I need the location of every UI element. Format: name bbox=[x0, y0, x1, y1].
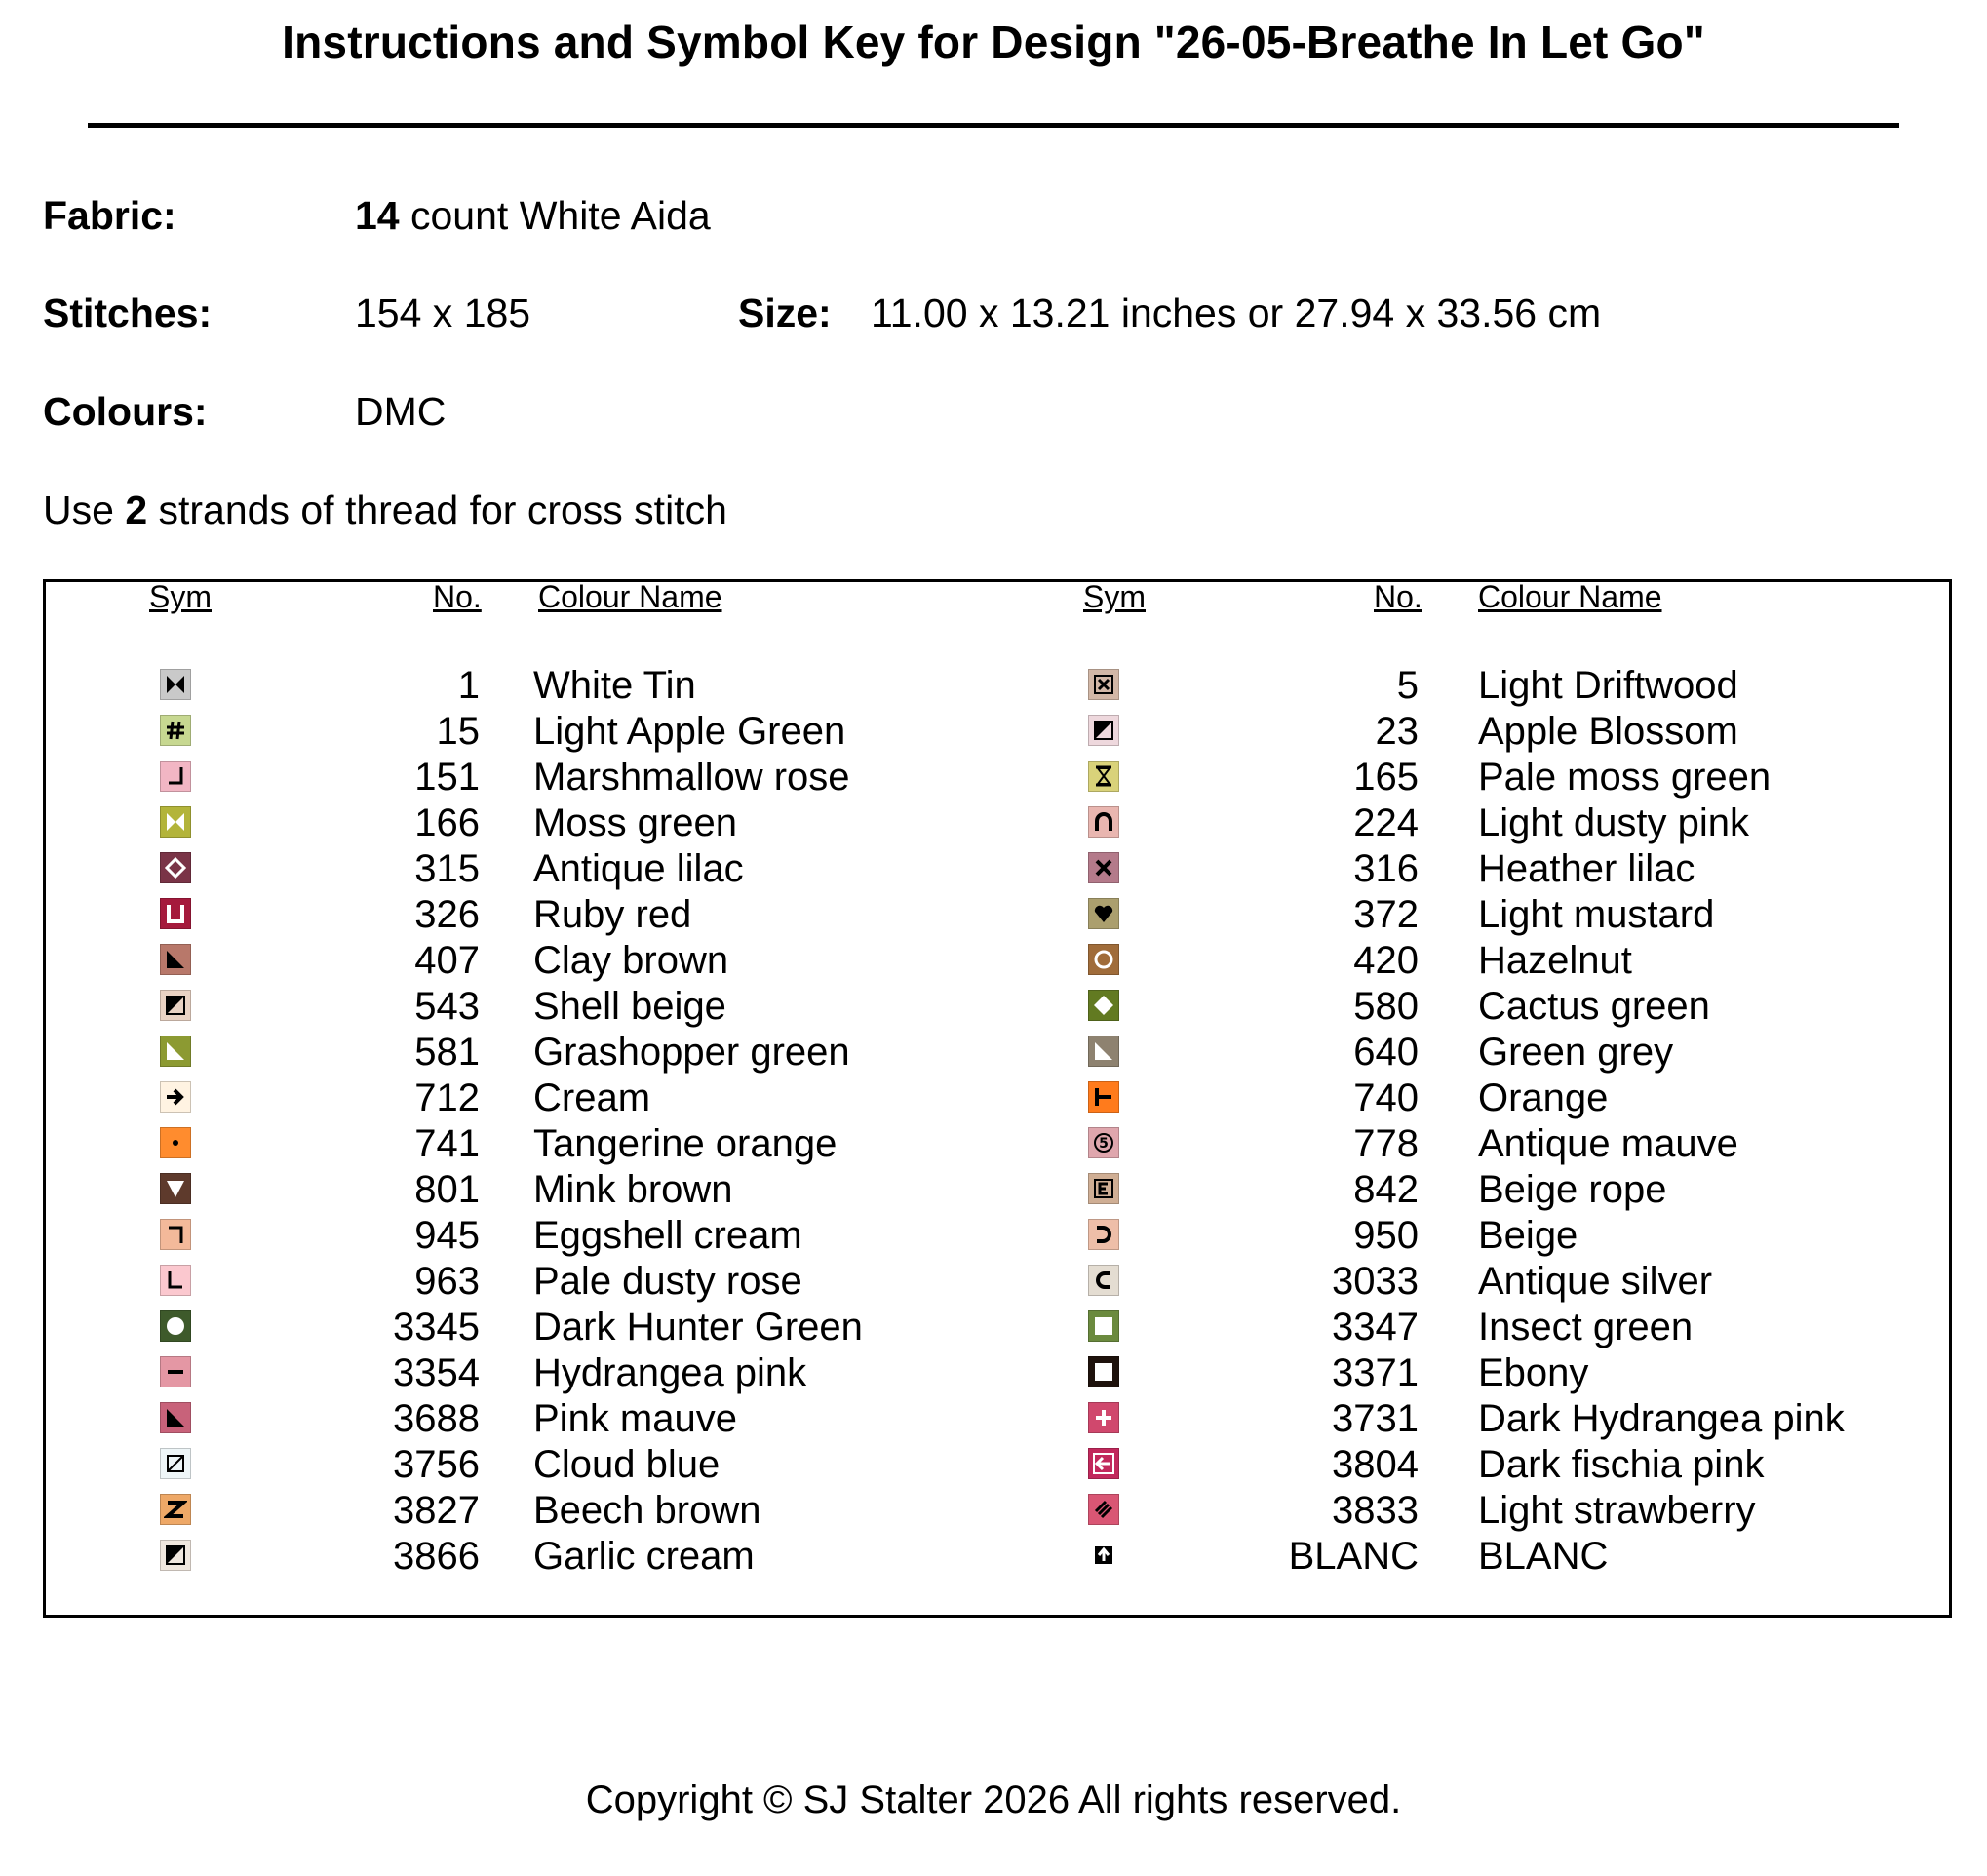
heart-icon bbox=[1088, 898, 1119, 929]
thread-number: 3347 bbox=[1332, 1306, 1419, 1348]
right-sym-header: Sym bbox=[1083, 579, 1146, 614]
key-row bbox=[0, 938, 1987, 983]
right-colour-name-header: Colour Name bbox=[1478, 579, 1662, 614]
thread-number: 3371 bbox=[1332, 1351, 1419, 1394]
key-row bbox=[0, 1030, 1987, 1075]
thread-number: 166 bbox=[414, 801, 480, 844]
colour-name: Ruby red bbox=[533, 893, 692, 936]
thread-number: 581 bbox=[414, 1031, 480, 1074]
half-square-icon bbox=[1088, 715, 1119, 746]
l-box-icon bbox=[1088, 1310, 1119, 1342]
key-row bbox=[0, 1259, 1987, 1304]
colour-name: Pale moss green bbox=[1478, 756, 1772, 799]
key-row bbox=[0, 709, 1987, 754]
thread-number: 945 bbox=[414, 1214, 480, 1257]
key-row bbox=[0, 892, 1987, 937]
thread-number: 23 bbox=[1375, 710, 1419, 753]
thread-number: 801 bbox=[414, 1168, 480, 1211]
colour-name: Light strawberry bbox=[1478, 1489, 1756, 1532]
colour-name: Antique mauve bbox=[1478, 1122, 1738, 1165]
colour-name: Hydrangea pink bbox=[533, 1351, 807, 1394]
thread-number: 224 bbox=[1353, 801, 1419, 844]
right-no-header: No. bbox=[1374, 579, 1422, 614]
key-row bbox=[0, 1213, 1987, 1258]
colour-name: Insect green bbox=[1478, 1306, 1694, 1348]
stitches-label: Stitches: bbox=[43, 291, 213, 335]
thread-number: 3345 bbox=[393, 1306, 480, 1348]
fabric-count: 14 bbox=[355, 193, 400, 238]
thread-number: 842 bbox=[1353, 1168, 1419, 1211]
key-row bbox=[0, 755, 1987, 800]
colour-name: Heather lilac bbox=[1478, 847, 1695, 890]
colour-name: Moss green bbox=[533, 801, 737, 844]
colour-name: Tangerine orange bbox=[533, 1122, 838, 1165]
square-outline-icon bbox=[1088, 1356, 1119, 1387]
colour-name: Shell beige bbox=[533, 985, 726, 1028]
colour-name: Marshmallow rose bbox=[533, 756, 850, 799]
thread-number: BLANC bbox=[1288, 1535, 1419, 1578]
stitches-value: 154 x 185 bbox=[355, 291, 531, 335]
thread-number: 543 bbox=[414, 985, 480, 1028]
colour-name: Light mustard bbox=[1478, 893, 1715, 936]
thread-number: 580 bbox=[1353, 985, 1419, 1028]
colour-name: Cream bbox=[533, 1076, 651, 1119]
arc-right-icon bbox=[1088, 1219, 1119, 1250]
key-row bbox=[0, 1534, 1987, 1579]
thread-number: 3033 bbox=[1332, 1260, 1419, 1303]
strands-count: 2 bbox=[125, 488, 148, 532]
colours-label: Colours: bbox=[43, 389, 208, 434]
fabric-description: count White Aida bbox=[399, 193, 711, 238]
left-sym-header: Sym bbox=[149, 579, 212, 614]
thread-number: 1 bbox=[457, 664, 480, 707]
hourglass-icon bbox=[1088, 761, 1119, 792]
thread-number: 315 bbox=[414, 847, 480, 890]
fabric-label: Fabric: bbox=[43, 193, 176, 238]
colour-name: Eggshell cream bbox=[533, 1214, 802, 1257]
arrow-up-icon bbox=[1088, 1540, 1119, 1571]
colour-name: Green grey bbox=[1478, 1031, 1674, 1074]
colour-name: Light Apple Green bbox=[533, 710, 846, 753]
colour-name: White Tin bbox=[533, 664, 696, 707]
colour-name: Light dusty pink bbox=[1478, 801, 1749, 844]
thread-number: 3354 bbox=[393, 1351, 480, 1394]
circle-outline-icon bbox=[1088, 944, 1119, 975]
arrow-left-icon bbox=[1088, 1448, 1119, 1479]
thread-number: 712 bbox=[414, 1076, 480, 1119]
strands-instruction bbox=[43, 488, 727, 533]
thread-number: 3688 bbox=[393, 1397, 480, 1440]
key-row bbox=[0, 1488, 1987, 1533]
colour-name: Antique silver bbox=[1478, 1260, 1713, 1303]
key-row bbox=[0, 984, 1987, 1029]
thread-number: 165 bbox=[1353, 756, 1419, 799]
colour-name: Apple Blossom bbox=[1478, 710, 1738, 753]
fabric-value bbox=[355, 193, 711, 239]
colour-name: Orange bbox=[1478, 1076, 1609, 1119]
key-row bbox=[0, 1167, 1987, 1212]
thread-number: 3756 bbox=[393, 1443, 480, 1486]
colour-name: Clay brown bbox=[533, 939, 729, 982]
colour-name: Beige bbox=[1478, 1214, 1578, 1257]
colour-name: Beige rope bbox=[1478, 1168, 1667, 1211]
thread-number: 741 bbox=[414, 1122, 480, 1165]
strands-suffix: strands of thread for cross stitch bbox=[147, 488, 727, 532]
colour-name: Garlic cream bbox=[533, 1535, 755, 1578]
colour-name: Dark Hydrangea pink bbox=[1478, 1397, 1845, 1440]
key-row bbox=[0, 1442, 1987, 1487]
colour-name: BLANC bbox=[1478, 1535, 1609, 1578]
key-row bbox=[0, 1121, 1987, 1166]
colour-name: Mink brown bbox=[533, 1168, 733, 1211]
t-left-icon bbox=[1088, 1081, 1119, 1113]
thread-number: 3833 bbox=[1332, 1489, 1419, 1532]
colour-name: Cloud blue bbox=[533, 1443, 721, 1486]
thread-number: 950 bbox=[1353, 1214, 1419, 1257]
key-row bbox=[0, 1075, 1987, 1120]
left-no-header: No. bbox=[433, 579, 482, 614]
key-row bbox=[0, 801, 1987, 845]
e-box-icon bbox=[1088, 1173, 1119, 1204]
svg-text:5: 5 bbox=[1099, 1136, 1109, 1152]
thread-number: 778 bbox=[1353, 1122, 1419, 1165]
thread-number: 326 bbox=[414, 893, 480, 936]
colour-name: Cactus green bbox=[1478, 985, 1710, 1028]
colour-name: Ebony bbox=[1478, 1351, 1589, 1394]
left-colour-name-header: Colour Name bbox=[538, 579, 722, 614]
colour-name: Antique lilac bbox=[533, 847, 744, 890]
thread-number: 963 bbox=[414, 1260, 480, 1303]
diamond-filled-icon bbox=[1088, 990, 1119, 1021]
stripes-icon bbox=[1088, 1494, 1119, 1525]
copyright-notice: Copyright © SJ Stalter 2026 All rights reserved. bbox=[585, 1778, 1402, 1821]
size-label: Size: bbox=[738, 291, 832, 335]
thread-number: 3827 bbox=[393, 1489, 480, 1532]
thread-number: 3866 bbox=[393, 1535, 480, 1578]
thread-number: 420 bbox=[1353, 939, 1419, 982]
thread-number: 3804 bbox=[1332, 1443, 1419, 1486]
colours-value: DMC bbox=[355, 389, 447, 434]
strands-prefix: Use bbox=[43, 488, 126, 532]
circled-five-icon bbox=[1088, 1127, 1119, 1158]
colour-name: Beech brown bbox=[533, 1489, 761, 1532]
key-row bbox=[0, 663, 1987, 708]
colour-name: Dark fischia pink bbox=[1478, 1443, 1765, 1486]
page-title: Instructions and Symbol Key for Design "26-05-Breathe In Let Go" bbox=[282, 17, 1705, 67]
key-row bbox=[0, 1350, 1987, 1395]
thread-number: 5 bbox=[1396, 664, 1419, 707]
colour-name: Hazelnut bbox=[1478, 939, 1632, 982]
colour-name: Dark Hunter Green bbox=[533, 1306, 863, 1348]
thread-number: 640 bbox=[1353, 1031, 1419, 1074]
key-row bbox=[0, 1305, 1987, 1349]
thread-number: 151 bbox=[414, 756, 480, 799]
ramp-triangle-icon bbox=[1088, 1036, 1119, 1067]
title-divider bbox=[88, 123, 1899, 128]
colour-name: Light Driftwood bbox=[1478, 664, 1738, 707]
arch-icon bbox=[1088, 806, 1119, 838]
thread-number: 407 bbox=[414, 939, 480, 982]
colour-name: Pale dusty rose bbox=[533, 1260, 802, 1303]
x-box-icon bbox=[1088, 669, 1119, 700]
arc-left-icon bbox=[1088, 1265, 1119, 1296]
x-mark-icon bbox=[1088, 852, 1119, 883]
key-row bbox=[0, 846, 1987, 891]
thread-number: 15 bbox=[436, 710, 480, 753]
thread-number: 3731 bbox=[1332, 1397, 1419, 1440]
colour-name: Grashopper green bbox=[533, 1031, 850, 1074]
size-value: 11.00 x 13.21 inches or 27.94 x 33.56 cm bbox=[871, 291, 1602, 335]
key-row bbox=[0, 1396, 1987, 1441]
thread-number: 740 bbox=[1353, 1076, 1419, 1119]
colour-name: Pink mauve bbox=[533, 1397, 737, 1440]
thread-number: 316 bbox=[1353, 847, 1419, 890]
plus-icon bbox=[1088, 1402, 1119, 1433]
thread-number: 372 bbox=[1353, 893, 1419, 936]
